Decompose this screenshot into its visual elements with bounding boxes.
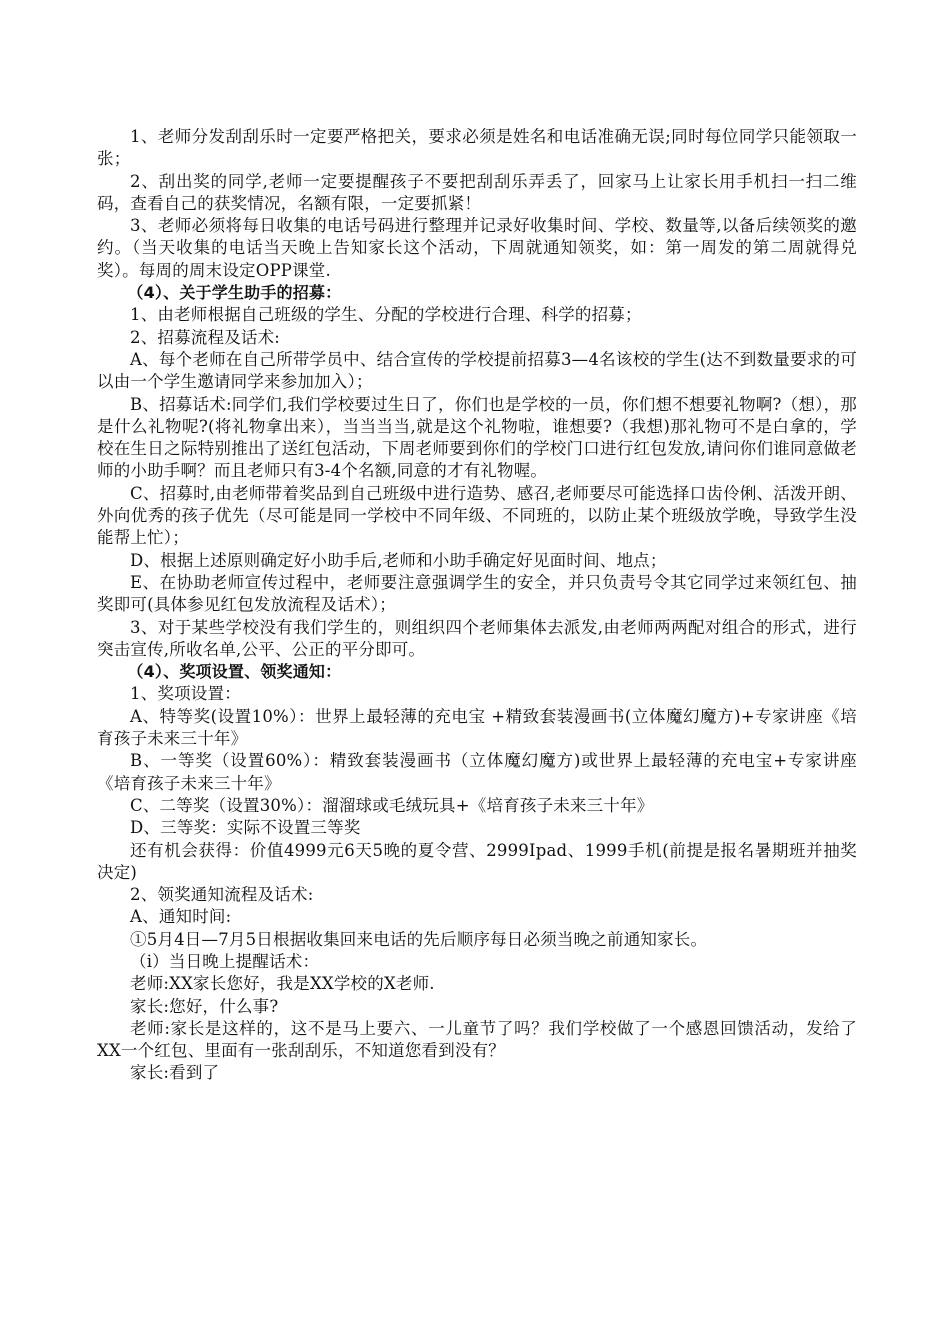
paragraph-winner-reminder: 2、刮出奖的同学,老师一定要提醒孩子不要把刮刮乐弄丢了，回家马上让家长用手机扫一扫二维码，查看自己的获奖情况，名额有限，一定要抓紧！ — [97, 171, 857, 213]
paragraph-recruit-by-class: 1、由老师根据自己班级的学生、分配的学校进行合理、科学的招募； — [130, 305, 642, 325]
paragraph-prize-special: A、特等奖(设置10%）：世界上最轻薄的充电宝 +精致套装漫画书(立体魔幻魔方)+专家讲座《培育孩子未来三十年》 — [97, 706, 857, 749]
document-body — [97, 126, 857, 1085]
dialogue-teacher-1: 老师:XX家长您好，我是XX学校的X老师. — [130, 974, 435, 994]
paragraph-recruit-c: C、招募时,由老师带着奖品到自己班级中进行造势、感召,老师要尽可能选择口齿伶俐、活泼开朗、外向优秀的孩子优先（尽可能是同一学校中不同年级、不同班的，以防止某个班级放学晚，导致学生没能帮上忙）； — [97, 483, 857, 548]
section-heading-prizes: （4）、奖项设置、领奖通知： — [127, 662, 342, 682]
paragraph-recruit-e: E、在协助老师宣传过程中，老师要注意强调学生的安全，并只负责号令其它同学过来领红包、抽奖即可(具体参见红包发放流程及话术）； — [97, 572, 857, 615]
paragraph-no-students-school: 3、对于某些学校没有我们学生的，则组织四个老师集体去派发,由老师两两配对组合的形式，进行突击宣传,所收名单,公平、公正的平分即可。 — [97, 617, 857, 659]
paragraph-recruit-b-script: B、招募话术:同学们,我们学校要过生日了，你们也是学校的一员，你们想不想要礼物啊?（想），那是什么礼物呢?(将礼物拿出来），当当当当,就是这个礼物啦，谁想要?（我想)那礼物可不是白拿的，学校在生日之际特别推出了送红包活动，下周老师要到你们的学校门口进行红包发放,请问你们谁同意做老师的小助手啊？而且老师只有3-4个名额,同意的才有礼物喔。 — [97, 394, 857, 481]
dialogue-teacher-2: 老师:家长是这样的，这不是马上要六、一儿童节了吗？我们学校做了一个感恩回馈活动，发给了XX一个红包、里面有一张刮刮乐，不知道您看到没有？ — [97, 1018, 857, 1061]
paragraph-prize-third: D、三等奖：实际不设置三等奖 — [130, 818, 361, 838]
paragraph-notify-time-title: A、通知时间: — [130, 907, 232, 927]
paragraph-recruit-process-title: 2、招募流程及话术: — [130, 327, 281, 347]
paragraph-phone-records: 3、老师必须将每日收集的电话号码进行整理并记录好收集时间、学校、数量等,以备后续领奖的邀约。（当天收集的电话当天晚上告知家长这个活动，下周就通知领奖，如：第一周发的第二周就得兑奖）。每周的周末设定OPP课堂. — [97, 216, 857, 280]
paragraph-notify-time-range: ①5月4日—7月5日根据收集回来电话的先后顺序每日必须当晚之前通知家长。 — [130, 929, 708, 949]
paragraph-teacher-distribution-rule: 1、老师分发刮刮乐时一定要严格把关，要求必须是姓名和电话准确无误;同时每位同学只能领取一张； — [97, 127, 857, 169]
section-heading-student-assistant: （4）、关于学生助手的招募： — [127, 283, 342, 303]
paragraph-evening-script-title: （i）当日晚上提醒话术： — [130, 951, 320, 971]
paragraph-prize-settings-title: 1、奖项设置： — [130, 684, 241, 704]
paragraph-extra-chance: 还有机会获得：价值4999元6天5晚的夏令营、2999Ipad、1999手机(前提是报名暑期班并抽奖决定) — [97, 840, 857, 882]
paragraph-prize-second: C、二等奖（设置30%）：溜溜球或毛绒玩具+《培育孩子未来三十年》 — [130, 795, 654, 815]
paragraph-prize-first: B、一等奖（设置60%）：精致套装漫画书（立体魔幻魔方)或世界上最轻薄的充电宝+专家讲座《培育孩子未来三十年》 — [97, 751, 857, 793]
dialogue-parent-2: 家长:看到了 — [130, 1063, 220, 1083]
paragraph-recruit-a: A、每个老师在自己所带学员中、结合宣传的学校提前招募3—4名该校的学生(达不到数量要求的可以由一个学生邀请同学来参加加入）； — [97, 349, 857, 392]
paragraph-notify-process-title: 2、领奖通知流程及话术: — [130, 885, 314, 905]
dialogue-parent-1: 家长:您好，什么事? — [130, 996, 279, 1016]
paragraph-recruit-d: D、根据上述原则确定好小助手后,老师和小助手确定好见面时间、地点； — [130, 550, 667, 570]
